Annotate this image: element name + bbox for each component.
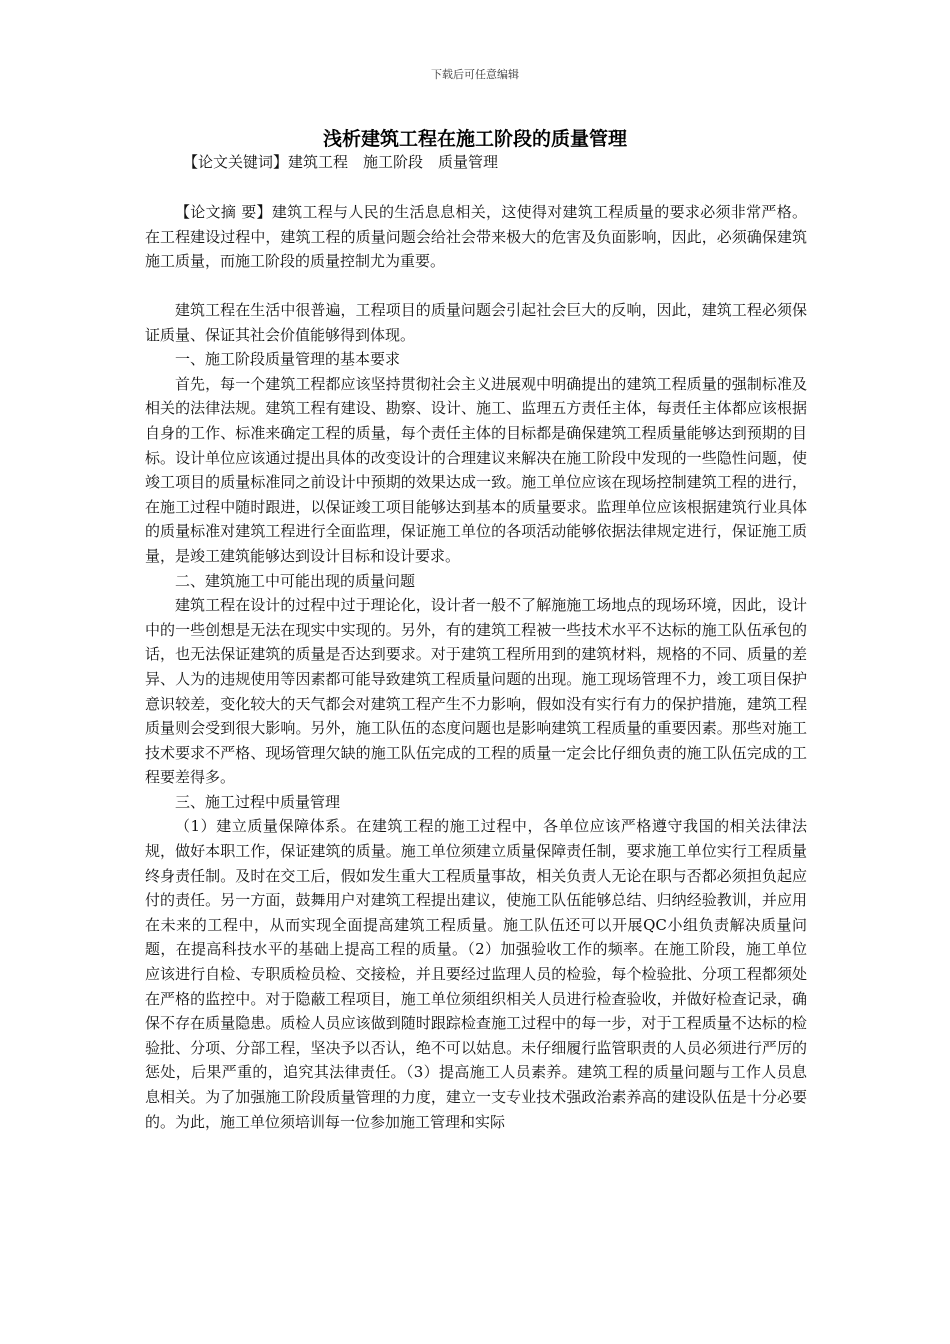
- intro-paragraph: 建筑工程在生活中很普遍，工程项目的质量问题会引起社会巨大的反响，因此，建筑工程必须保证质量、保证其社会价值能够得到体现。: [145, 301, 807, 344]
- section-heading-2: 二、建筑施工中可能出现的质量问题: [175, 571, 416, 590]
- section-heading-1: 一、施工阶段质量管理的基本要求: [175, 350, 401, 369]
- page-header: 下载后可任意编辑: [431, 68, 519, 81]
- keywords-line: 【论文关键词】建筑工程 施工阶段 质量管理: [183, 153, 499, 171]
- document-title: 浅析建筑工程在施工阶段的质量管理: [322, 128, 627, 150]
- section-2-paragraph: 建筑工程在设计的过程中过于理论化，设计者一般不了解施施工场地点的现场环境，因此，设计中的一些创想是无法在现实中实现的。另外，有的建筑工程被一些技术水平不达标的施工队伍承包的话，也无法保证建筑的质量是否达到要求。对于建筑工程所用到的建筑材料，规格的不同、质量的差异、人为的违规使用等因素都可能导致建筑工程质量问题的出现。施工现场管理不力，竣工项目保护意识较差，变化较大的天气都会对建筑工程产生不力影响，假如没有实行有力的保护措施，建筑工程质量则会受到很大影响。另外，施工队伍的态度问题也是影响建筑工程质量的重要因素。那些对施工技术要求不严格、现场管理欠缺的施工队伍完成的工程的质量一定会比仔细负责的施工队伍完成的工程要差得多。: [145, 596, 807, 787]
- main-body: [145, 298, 807, 1134]
- section-heading-3: 三、施工过程中质量管理: [175, 792, 341, 811]
- section-1-paragraph: 首先，每一个建筑工程都应该坚持贯彻社会主义进展观中明确提出的建筑工程质量的强制标准及相关的法律法规。建筑工程有建设、勘察、设计、施工、监理五方责任主体，每责任主体都应该根据自身的工作、标准来确定工程的质量，每个责任主体的目标都是确保建筑工程质量能够达到预期的目标。设计单位应该通过提出具体的改变设计的合理建议来解决在施工阶段中发现的一些隐性问题，使竣工项目的质量标准同之前设计中预期的效果达成一致。施工单位应该在现场控制建筑工程的进行，在施工过程中随时跟进，以保证竣工项目能够达到基本的质量要求。监理单位应该根据建筑行业具体的质量标准对建筑工程进行全面监理，保证施工单位的各项活动能够依据法律规定进行，保证施工质量，是竣工建筑能够达到设计目标和设计要求。: [145, 374, 807, 565]
- abstract-block: [145, 200, 807, 274]
- section-3-paragraph: （1）建立质量保障体系。在建筑工程的施工过程中，各单位应该严格遵守我国的相关法律法规，做好本职工作，保证建筑的质量。施工单位须建立质量保障责任制，要求施工单位实行工程质量终身责任制。及时在交工后，假如发生重大工程质量事故，相关负责人无论在职与否都必须担负起应付的责任。另一方面，鼓舞用户对建筑工程提出建议，使施工队伍能够总结、归纳经验教训，并应用在未来的工程中，从而实现全面提高建筑工程质量。施工队伍还可以开展QC小组负责解决质量问题，在提高科技水平的基础上提高工程的质量。（2）加强验收工作的频率。在施工阶段，施工单位应该进行自检、专职质检员检、交接检，并且要经过监理人员的检验，每个检验批、分项工程都须处在严格的监控中。对于隐蔽工程项目，施工单位须组织相关人员进行检查验收，并做好检查记录，确保不存在质量隐患。质检人员应该做到随时跟踪检查施工过程中的每一步，对于工程质量不达标的检验批、分项、分部工程，坚决予以否认，绝不可以姑息。未仔细履行监管职责的人员必须进行严厉的惩处，后果严重的，追究其法律责任。（3）提高施工人员素养。建筑工程的质量问题与工作人员息息相关。为了加强施工阶段质量管理的力度，建立一支专业技术强政治素养高的建设队伍是十分必要的。为此，施工单位须培训每一位参加施工管理和实际: [145, 817, 807, 1131]
- abstract-paragraph: 【论文摘 要】建筑工程与人民的生活息息相关，这使得对建筑工程质量的要求必须非常严格。在工程建设过程中，建筑工程的质量问题会给社会带来极大的危害及负面影响，因此，必须确保建筑施工质量，而施工阶段的质量控制尤为重要。: [145, 203, 807, 271]
